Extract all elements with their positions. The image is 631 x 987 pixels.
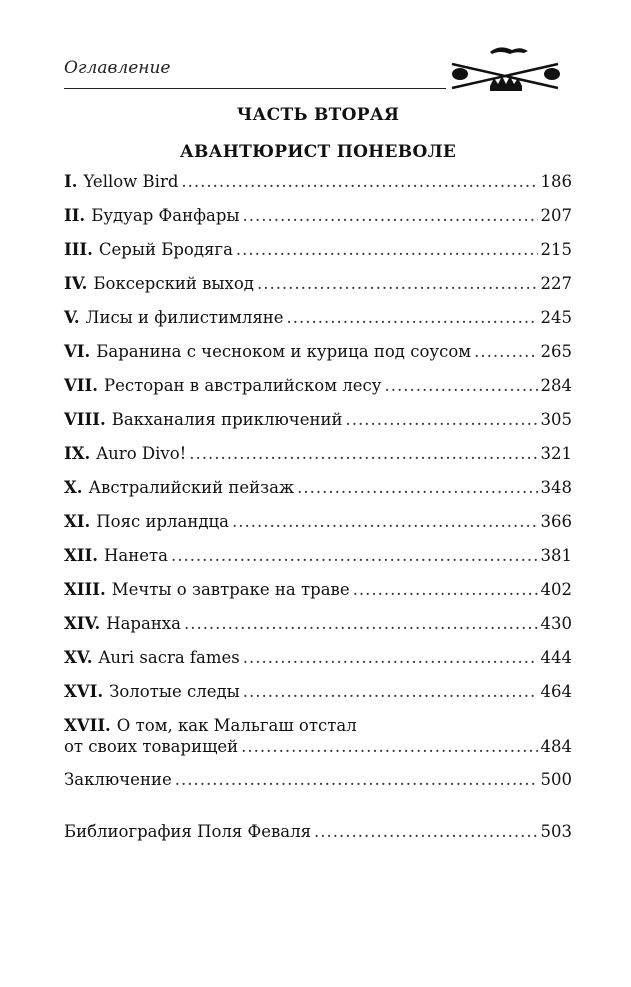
chapter-title: Ресторан в австралийском лесу xyxy=(103,376,382,395)
chapter-number: XI. xyxy=(64,512,91,531)
dot-leader xyxy=(181,171,537,192)
chapter-number: XVI. xyxy=(64,682,104,701)
dot-leader xyxy=(189,443,537,464)
conclusion-title: Заключение xyxy=(64,770,172,789)
page-number: 503 xyxy=(540,822,572,841)
toc-entry[interactable] xyxy=(64,409,572,443)
toc-entry[interactable] xyxy=(64,205,572,239)
crossed-swords-emblem-icon xyxy=(440,42,572,100)
toc-entry[interactable] xyxy=(64,307,572,341)
toc-entry-conclusion[interactable] xyxy=(64,769,572,803)
chapter-title: Баранина с чесноком и курица под соусом xyxy=(96,342,472,361)
chapter-title-continued: от своих товарищей xyxy=(64,737,239,756)
chapter-number: XVII. xyxy=(64,716,111,735)
dot-leader xyxy=(184,613,538,634)
page-number: 305 xyxy=(540,410,572,429)
chapter-title: Auri sacra fames xyxy=(98,648,240,667)
page-number: 186 xyxy=(540,172,572,191)
chapter-number: VI. xyxy=(64,342,91,361)
page-number: 284 xyxy=(540,376,572,395)
toc-entry[interactable] xyxy=(64,239,572,273)
chapter-title: Auro Divo! xyxy=(96,444,187,463)
toc-entry[interactable] xyxy=(64,613,572,647)
dot-leader xyxy=(314,821,537,842)
chapter-number: X. xyxy=(64,478,83,497)
dot-leader xyxy=(243,647,538,668)
page-number: 245 xyxy=(540,308,572,327)
chapter-number: VIII. xyxy=(64,410,106,429)
header-rule xyxy=(64,88,446,89)
page-number: 207 xyxy=(540,206,572,225)
toc-entry[interactable] xyxy=(64,341,572,375)
dot-leader xyxy=(243,681,538,702)
chapter-title: Yellow Bird xyxy=(83,172,179,191)
chapter-title: Золотые следы xyxy=(109,682,240,701)
dot-leader xyxy=(241,736,537,757)
page-number: 500 xyxy=(540,770,572,789)
chapter-number: I. xyxy=(64,172,78,191)
chapter-title: Боксерский выход xyxy=(93,274,254,293)
toc-entry[interactable] xyxy=(64,171,572,205)
toc-entry[interactable] xyxy=(64,715,572,769)
table-of-contents xyxy=(64,171,572,855)
toc-entry-bibliography[interactable] xyxy=(64,821,572,855)
chapter-number: XIII. xyxy=(64,580,106,599)
running-title: Оглавление xyxy=(64,58,171,78)
chapter-title: Будуар Фанфары xyxy=(91,206,240,225)
chapter-number: VII. xyxy=(64,376,98,395)
page-number: 265 xyxy=(540,342,572,361)
chapter-number: II. xyxy=(64,206,86,225)
dot-leader xyxy=(236,239,538,260)
page-number: 321 xyxy=(540,444,572,463)
chapter-number: IV. xyxy=(64,274,88,293)
chapter-number: IX. xyxy=(64,444,91,463)
page-number: 444 xyxy=(540,648,572,667)
page-number: 484 xyxy=(540,737,572,756)
toc-entry[interactable] xyxy=(64,375,572,409)
chapter-title: Серый Бродяга xyxy=(98,240,233,259)
dot-leader xyxy=(353,579,538,600)
chapter-title-line-1 xyxy=(64,715,572,736)
page-number: 464 xyxy=(540,682,572,701)
chapter-title: Мечты о завтраке на траве xyxy=(111,580,350,599)
chapter-title: Наранха xyxy=(106,614,181,633)
part-title: АВАНТЮРИСТ ПОНЕВОЛЕ xyxy=(179,142,457,162)
dot-leader xyxy=(232,511,538,532)
chapter-title: Пояс ирландца xyxy=(96,512,229,531)
page-number: 402 xyxy=(540,580,572,599)
chapter-title-line-2 xyxy=(64,736,572,757)
chapter-number: XV. xyxy=(64,648,93,667)
dot-leader xyxy=(257,273,538,294)
toc-entry[interactable] xyxy=(64,647,572,681)
dot-leader xyxy=(297,477,537,498)
dot-leader xyxy=(474,341,537,362)
toc-entry[interactable] xyxy=(64,681,572,715)
toc-entry[interactable] xyxy=(64,443,572,477)
toc-entry[interactable] xyxy=(64,579,572,613)
toc-entry[interactable] xyxy=(64,545,572,579)
page-number: 227 xyxy=(540,274,572,293)
part-label: ЧАСТЬ ВТОРАЯ xyxy=(236,105,400,125)
page-number: 348 xyxy=(540,478,572,497)
toc-entry[interactable] xyxy=(64,273,572,307)
toc-entry[interactable] xyxy=(64,511,572,545)
chapter-number: V. xyxy=(64,308,80,327)
page-number: 381 xyxy=(540,546,572,565)
page-number: 366 xyxy=(540,512,572,531)
dot-leader xyxy=(384,375,537,396)
page-number: 430 xyxy=(540,614,572,633)
dot-leader xyxy=(171,545,538,566)
chapter-title: Вакханалия приключений xyxy=(111,410,343,429)
chapter-title: О том, как Мальгаш отстал xyxy=(116,716,357,735)
dot-leader xyxy=(287,307,538,328)
chapter-title: Австралийский пейзаж xyxy=(88,478,295,497)
dot-leader xyxy=(243,205,538,226)
page-number: 215 xyxy=(540,240,572,259)
bibliography-title: Библиография Поля Феваля xyxy=(64,822,312,841)
toc-entry[interactable] xyxy=(64,477,572,511)
chapter-title: Нанета xyxy=(103,546,168,565)
chapter-number: III. xyxy=(64,240,93,259)
chapter-number: XII. xyxy=(64,546,98,565)
chapter-number: XIV. xyxy=(64,614,101,633)
dot-leader xyxy=(175,769,538,790)
dot-leader xyxy=(345,409,537,430)
chapter-title: Лисы и филистимляне xyxy=(85,308,284,327)
